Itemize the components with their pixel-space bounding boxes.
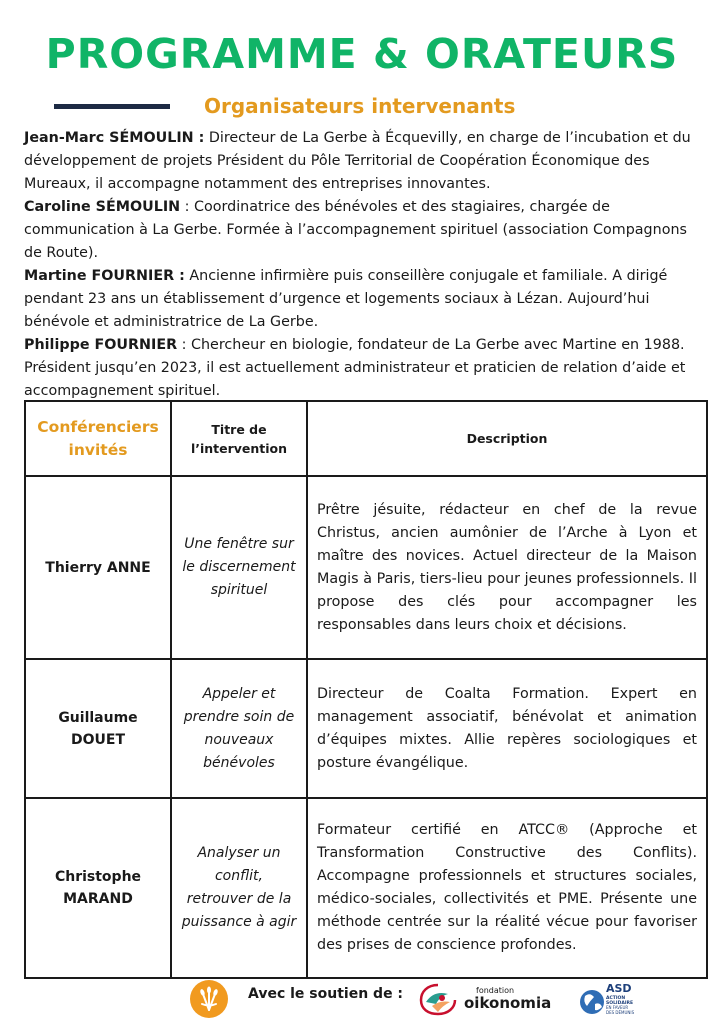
header-description: Description <box>307 401 707 476</box>
talk-title: Appeler et prendre soin de nouveaux bénévoles <box>171 659 307 798</box>
organizer-entry <box>24 196 704 265</box>
asd-logo <box>578 980 644 1020</box>
page-title: PROGRAMME & ORATEURS <box>45 30 679 78</box>
organizer-name: Martine FOURNIER : <box>24 268 185 284</box>
speaker-name: Thierry ANNE <box>25 476 171 659</box>
table-row <box>25 798 707 978</box>
table-row <box>25 659 707 798</box>
title-underline <box>54 104 170 109</box>
organizer-bio: : Chercheur en biologie, fondateur de La Gerbe avec Martine en 1988. Président jusqu’en 2023, il est actuellement administrateur et praticien de relation d’aide et accompagnement spirituel. <box>24 337 686 399</box>
organizer-bio: Ancienne infirmière puis conseillère conjugale et familiale. A dirigé pendant 23 ans un établissement d’urgence et logements sociaux à Lézan. Aujourd’hui bénévole et administratrice de La Gerbe. <box>24 268 668 330</box>
header-speakers: Conférenciers invités <box>25 401 171 476</box>
speaker-name: Guillaume DOUET <box>25 659 171 798</box>
section-subtitle: Organisateurs intervenants <box>204 94 516 118</box>
svg-text:DES DÉMUNIS: DES DÉMUNIS <box>606 1010 635 1015</box>
speaker-description: Prêtre jésuite, rédacteur en chef de la revue Christus, ancien aumônier de l’Arche à Lyon et maître des novices. Actuel directeur de la Maison Magis à Paris, tiers-lieu pour jeunes professionnels. Il propose des clés pour accompagner les responsables dans leurs choix et décisions. <box>307 476 707 659</box>
support-label: Avec le soutien de : <box>248 986 404 1002</box>
table-header-row <box>25 401 707 476</box>
organizer-bio: : Coordinatrice des bénévoles et des stagiaires, chargée de communication à La Gerbe. Formée à l’accompagnement spirituel (association Compagnons de Route). <box>24 199 687 261</box>
svg-text:EN FAVEUR: EN FAVEUR <box>606 1005 629 1010</box>
speakers-table <box>24 400 708 979</box>
table-row <box>25 476 707 659</box>
header-title: Titre de l’intervention <box>171 401 307 476</box>
organizers-list <box>24 127 704 403</box>
organizer-entry <box>24 334 704 403</box>
talk-title: Une fenêtre sur le discernement spirituel <box>171 476 307 659</box>
wheat-icon <box>190 980 228 1018</box>
la-gerbe-logo <box>190 980 228 1018</box>
svg-text:ACTION: ACTION <box>606 996 626 1001</box>
speaker-name: Christophe MARAND <box>25 798 171 978</box>
speaker-description: Formateur certifié en ATCC® (Approche et Transformation Constructive des Conflits). Accompagne professionnels et structures sociales, médico-sociales, collectivités et PME. Présente une méthode centrée sur la réalité vécue pour favoriser des prises de conscience profondes. <box>307 798 707 978</box>
organizer-name: Philippe FOURNIER <box>24 337 178 353</box>
oikonomia-logo-text: fondation oikonomia <box>464 986 552 1012</box>
organizer-bio: Directeur de La Gerbe à Écquevilly, en charge de l’incubation et du développement de projets Président du Pôle Territorial de Coopération Économique des Mureaux, il accompagne notamment des entreprises innovantes. <box>24 130 691 192</box>
oikonomia-logo-icon <box>418 982 458 1016</box>
organizer-name: Jean-Marc SÉMOULIN : <box>24 130 205 146</box>
organizer-name: Caroline SÉMOULIN <box>24 199 181 215</box>
speaker-description: Directeur de Coalta Formation. Expert en management associatif, bénévolat et animation d’équipes mixtes. Allie repères sociologiques et posture évangélique. <box>307 659 707 798</box>
svg-text:ASD: ASD <box>606 982 632 995</box>
talk-title: Analyser un conflit, retrouver de la puissance à agir <box>171 798 307 978</box>
footer <box>0 980 724 1024</box>
organizer-entry <box>24 127 704 196</box>
svg-text:SOLIDAIRE: SOLIDAIRE <box>606 1001 634 1006</box>
organizer-entry <box>24 265 704 334</box>
